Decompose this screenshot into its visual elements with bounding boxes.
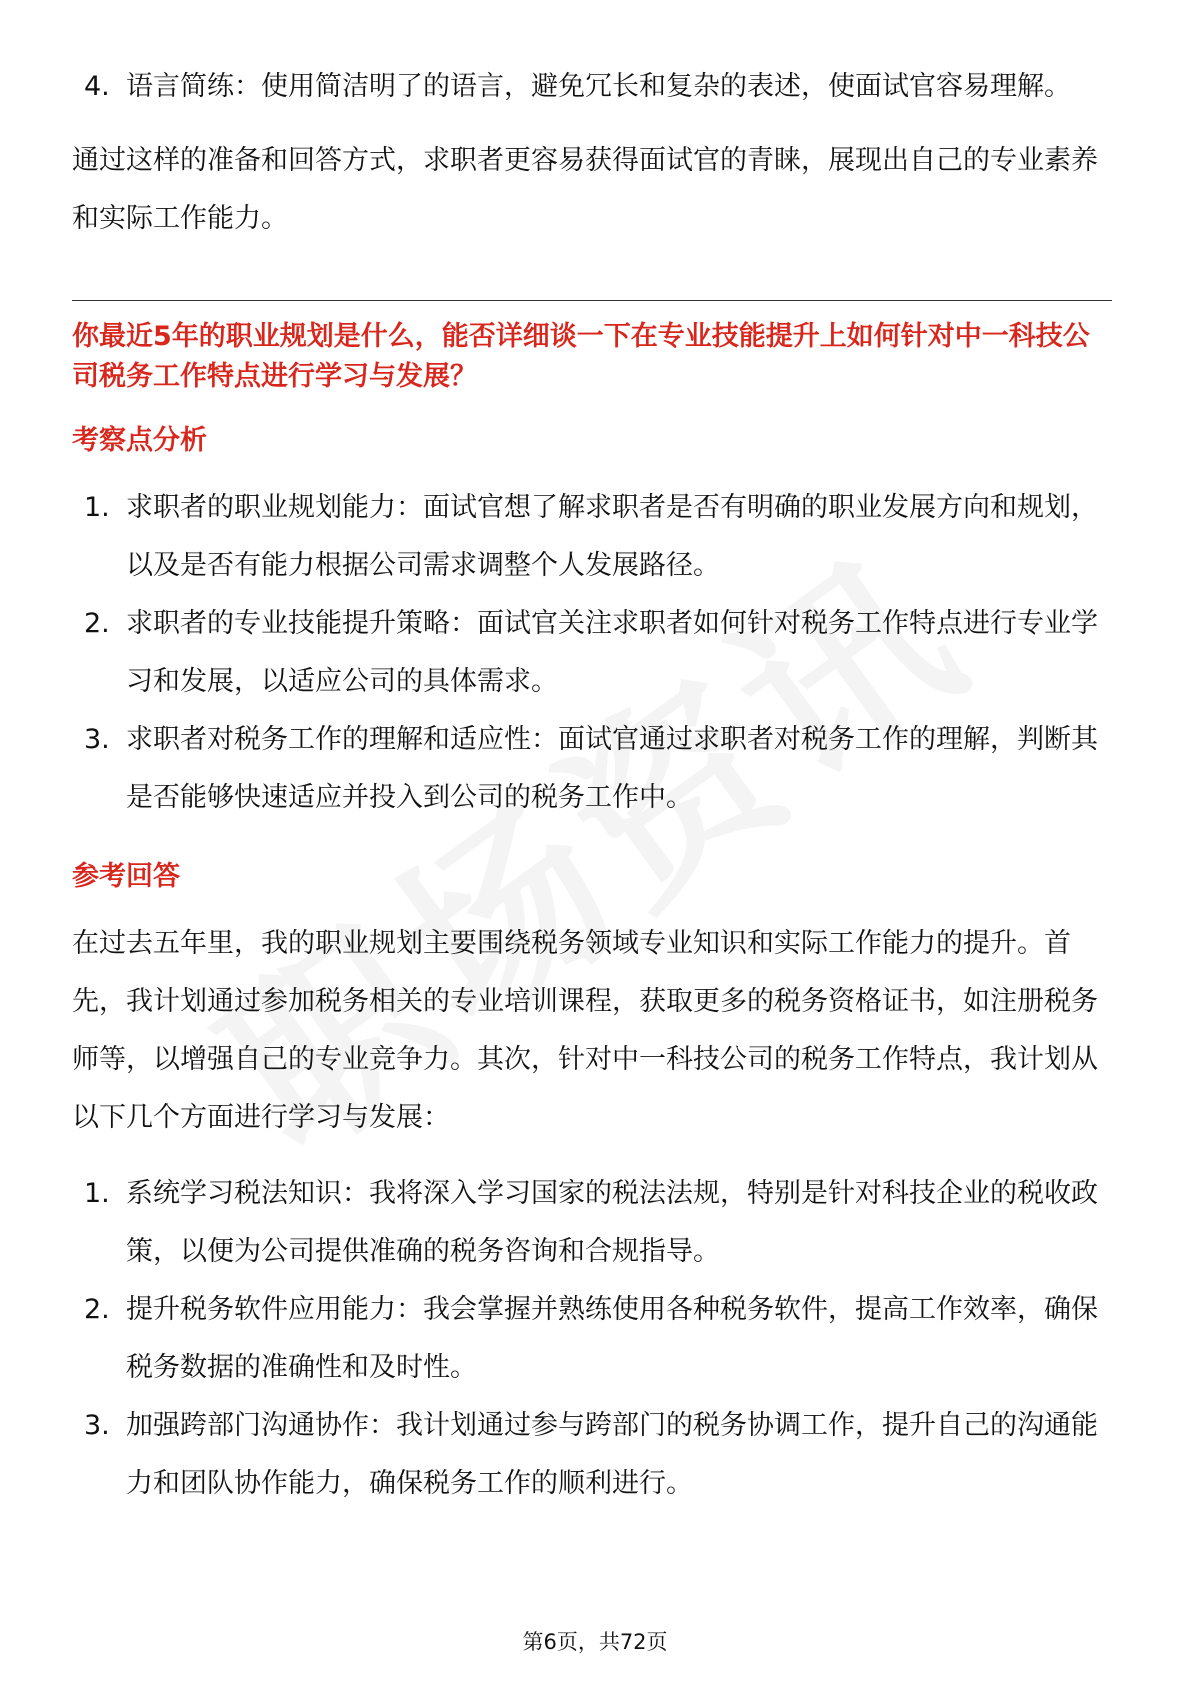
- list-item-number: 4.: [84, 71, 110, 102]
- list-item-text: 系统学习税法知识：我将深入学习国家的税法法规，特别是针对科技企业的税收政策，以便为公司提供准确的税务咨询和合规指导。: [126, 1178, 1098, 1267]
- list-item-text: 求职者对税务工作的理解和适应性：面试官通过求职者对税务工作的理解，判断其是否能够快速适应并投入到公司的税务工作中。: [126, 724, 1098, 813]
- section-divider: [72, 300, 1112, 301]
- list-item: [72, 1397, 1112, 1513]
- list-item: [72, 58, 1112, 116]
- closing-paragraph: 通过这样的准备和回答方式，求职者更容易获得面试官的青睐，展现出自己的专业素养和实际工作能力。: [72, 145, 1098, 234]
- list-item-number: 3.: [84, 1410, 110, 1441]
- page-footer: 第6页，共72页: [522, 1630, 668, 1654]
- list-item: [72, 479, 1112, 595]
- list-item-number: 1.: [84, 492, 110, 523]
- list-item-number: 2.: [84, 608, 110, 639]
- answer-heading: 参考回答: [72, 861, 180, 892]
- list-item: [72, 1165, 1112, 1281]
- answer-list: [72, 1165, 1112, 1513]
- list-item: [72, 1281, 1112, 1397]
- list-item: [72, 711, 1112, 827]
- list-item-text: 求职者的职业规划能力：面试官想了解求职者是否有明确的职业发展方向和规划，以及是否有能力根据公司需求调整个人发展路径。: [126, 492, 1098, 581]
- answer-intro: 在过去五年里，我的职业规划主要围绕税务领域专业知识和实际工作能力的提升。首先，我计划通过参加税务相关的专业培训课程，获取更多的税务资格证书，如注册税务师等，以增强自己的专业竞争力。其次，针对中一科技公司的税务工作特点，我计划从以下几个方面进行学习与发展：: [72, 928, 1098, 1133]
- list-item-text: 求职者的专业技能提升策略：面试官关注求职者如何针对税务工作特点进行专业学习和发展，以适应公司的具体需求。: [126, 608, 1098, 697]
- list-item-number: 1.: [84, 1178, 110, 1209]
- question-title: 你最近5年的职业规划是什么，能否详细谈一下在专业技能提升上如何针对中一科技公司税务工作特点进行学习与发展？: [72, 321, 1090, 392]
- page-content: [72, 58, 1112, 1513]
- list-item-text: 语言简练：使用简洁明了的语言，避免冗长和复杂的表述，使面试官容易理解。: [126, 71, 1071, 102]
- analysis-heading: 考察点分析: [72, 425, 207, 456]
- top-list: [72, 58, 1112, 116]
- list-item-number: 2.: [84, 1294, 110, 1325]
- list-item-text: 提升税务软件应用能力：我会掌握并熟练使用各种税务软件，提高工作效率，确保税务数据的准确性和及时性。: [126, 1294, 1098, 1383]
- list-item: [72, 595, 1112, 711]
- list-item-number: 3.: [84, 724, 110, 755]
- list-item-text: 加强跨部门沟通协作：我计划通过参与跨部门的税务协调工作，提升自己的沟通能力和团队协作能力，确保税务工作的顺利进行。: [126, 1410, 1098, 1499]
- analysis-list: [72, 479, 1112, 827]
